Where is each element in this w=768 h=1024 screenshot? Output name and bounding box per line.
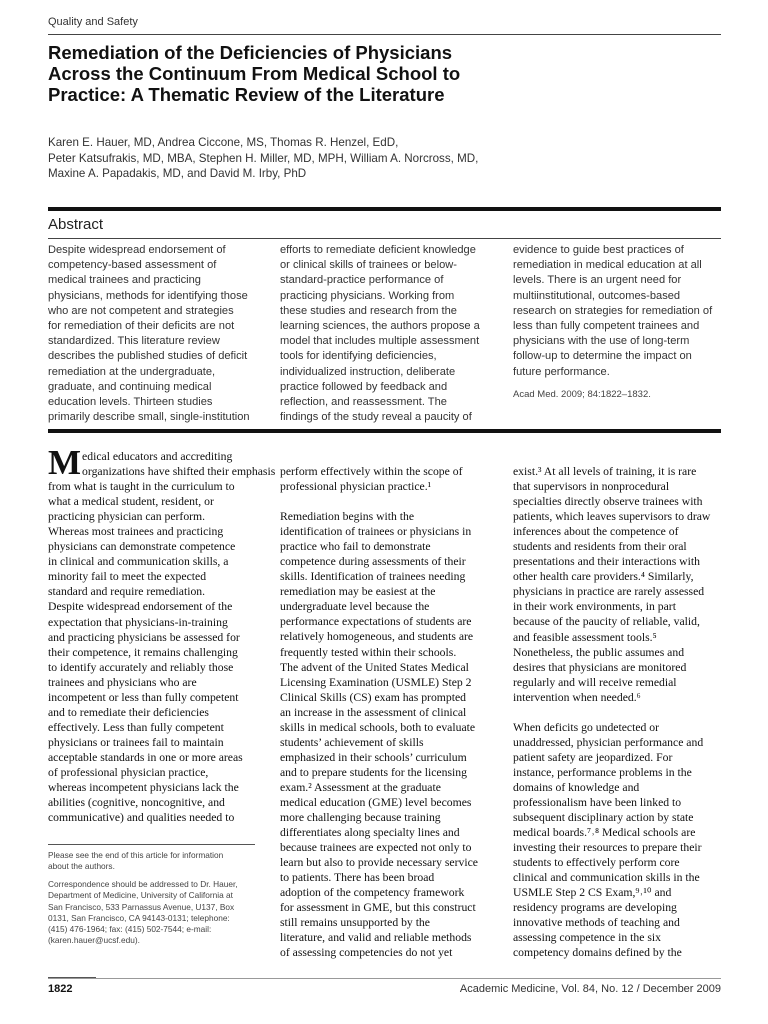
header-rule: [48, 34, 721, 35]
body-text-line: literature, and valid and reliable methods: [280, 931, 472, 945]
abstract-text-line: reflection, and reassessment. The: [280, 396, 447, 409]
body-text-line: from what is taught in the curriculum to: [48, 480, 235, 494]
body-text-line: remediation may be easiest at the: [280, 585, 436, 599]
abstract-text-line: practicing physicians. Working from: [280, 289, 455, 302]
abstract-text-line: practice followed by feedback and: [280, 380, 448, 393]
body-text-line: practicing physician can perform.: [48, 510, 206, 524]
body-text-line: and feasible assessment tools.⁵: [513, 630, 657, 644]
abstract-text-line: research on strategies for remediation of: [513, 304, 713, 317]
body-column-3: [513, 464, 728, 961]
body-text-line: of assessing competencies do not yet: [280, 946, 453, 960]
abstract-heading: Abstract: [48, 216, 104, 233]
body-text-line: Nonetheless, the public assumes and: [513, 645, 685, 659]
body-text-line: regularly and will receive remedial: [513, 675, 677, 689]
body-text-line: desires that physicians are monitored: [513, 660, 687, 674]
footnote-line: Correspondence should be addressed to Dr. Hauer,: [48, 879, 238, 889]
body-text-line: practice who fail to demonstrate: [280, 540, 431, 554]
body-text-line: perform effectively within the scope of: [280, 465, 463, 478]
abstract-text-line: competency-based assessment of: [48, 259, 217, 272]
section-label: Quality and Safety: [48, 16, 138, 28]
abstract-text-line: describes the published studies of deficit: [48, 350, 248, 363]
body-text-line: standard and require remediation.: [48, 585, 206, 599]
body-text-line: medical education (GME) level becomes: [280, 795, 472, 809]
footer-rule: [48, 978, 721, 979]
abstract-text-line: multiinstitutional, outcomes-based: [513, 289, 681, 302]
abstract-text-line: graduate, and continuing medical: [48, 380, 212, 393]
body-text-line: identification of trainees or physicians in: [280, 525, 472, 539]
abstract-column-2: [280, 243, 490, 425]
abstract-column-3: [513, 243, 723, 380]
body-text-line: organizations have shifted their emphasis: [82, 465, 276, 479]
body-text-line: domains of knowledge and: [513, 780, 640, 794]
abstract-text-line: remediation in medical education at all: [513, 259, 702, 272]
body-text-line: students to effectively perform core: [513, 856, 680, 870]
abstract-text-line: who are not competent and strategies: [48, 304, 234, 317]
body-text-line: acceptable standards in one or more areas: [48, 750, 243, 764]
body-text-line: performance expectations of students are: [280, 615, 472, 629]
body-text-line: innovative methods of teaching and: [513, 916, 680, 930]
body-text-line: skills in medical schools, both to evaluate: [280, 720, 476, 734]
body-text-line: and practicing physicians be assessed for: [48, 630, 240, 644]
body-text-line: their competence, it remains challenging: [48, 645, 238, 659]
body-text-line: still remains unsupported by the: [280, 916, 430, 930]
body-text-line: incompetent or less than fully competent: [48, 690, 239, 704]
footnote-line: San Francisco, 533 Parnassus Avenue, U137, Box: [48, 901, 235, 912]
abstract-text-line: education levels. Thirteen studies: [48, 396, 213, 409]
body-text-line: skills. Identification of trainees needing: [280, 570, 466, 584]
body-text-line: other health care providers.⁴ Similarly,: [513, 570, 694, 584]
abstract-text-line: evidence to guide best practices of: [513, 244, 684, 256]
body-text-line: medical boards.⁷˒⁸ Medical schools are: [513, 826, 696, 840]
body-text-line: more challenging because training: [280, 811, 441, 825]
body-text-line: subsequent disciplinary action by state: [513, 811, 694, 825]
body-text-line: specialties directly observe trainees with: [513, 495, 703, 509]
paragraph-break: [280, 494, 495, 509]
body-text-line: competence during assessments of their: [280, 555, 466, 569]
paragraph-break: [513, 705, 728, 720]
abstract-text-line: follow-up to determine the impact on: [513, 350, 692, 363]
body-text-line: emphasized in their schools’ curriculum: [280, 750, 467, 764]
abstract-text-line: these studies and research from the: [280, 304, 457, 317]
body-text-line: and to prepare students for the licensing: [280, 765, 467, 779]
abstract-text-line: model that includes multiple assessment: [280, 335, 480, 348]
body-text-line: minority fail to meet the expected: [48, 570, 207, 584]
abstract-text-line: standardized. This literature review: [48, 335, 220, 348]
body-text-line: relatively homogeneous, and students are: [280, 630, 474, 644]
abstract-text-line: remediation at the undergraduate,: [48, 365, 216, 378]
abstract-text-line: individualized instruction, deliberate: [280, 365, 456, 378]
abstract-bottom-rule: [48, 429, 721, 433]
footnote-link[interactable]: (karen.hauer@ucsf.edu).: [48, 935, 140, 946]
footnote-line: (415) 476-1964; fax: (415) 502-7544; e-mail:: [48, 924, 212, 935]
body-text-line: adoption of the competency framework: [280, 886, 465, 900]
body-text-line: patient safety are jeopardized. For: [513, 750, 673, 764]
body-text-line: Remediation begins with the: [280, 510, 415, 524]
abstract-text-line: medical trainees and practicing: [48, 274, 201, 287]
body-text-line: exist.³ At all levels of training, it is rare: [513, 465, 697, 478]
author-list: [48, 135, 648, 182]
body-text-line: because trainees are expected not only to: [280, 841, 472, 855]
author-line: Maxine A. Papadakis, MD, and David M. Irby, PhD: [48, 167, 307, 180]
footnote-line: Please see the end of this article for information: [48, 850, 224, 860]
body-text-line: competency domains defined by the: [513, 946, 682, 960]
article-title: Remediation of the Deficiencies of Physicians Across the Continuum From Medical School to Practice: A Thematic Review of the Literature: [48, 42, 461, 105]
abstract-text-line: physicians, methods for identifying those: [48, 289, 248, 302]
body-text-line: effectively. Less than fully competent: [48, 720, 224, 734]
body-text-line: Clinical Skills (CS) exam has prompted: [280, 690, 467, 704]
body-text-line: USMLE Step 2 CS Exam,⁹˒¹⁰ and: [513, 886, 672, 900]
body-text-line: When deficits go undetected or: [513, 720, 660, 734]
body-text-line: Despite widespread endorsement of the: [48, 600, 233, 614]
author-line: Peter Katsufrakis, MD, MBA, Stephen H. Miller, MD, MPH, William A. Norcross, MD,: [48, 151, 479, 165]
body-text-line: Whereas most trainees and practicing: [48, 525, 224, 539]
abstract-top-rule: [48, 207, 721, 211]
body-text-line: whereas incompetent physicians lack the: [48, 781, 239, 795]
body-text-line: instance, performance problems in the: [513, 765, 692, 779]
abstract-text-line: learning sciences, the authors propose a: [280, 320, 480, 333]
footnote-line: about the authors.: [48, 861, 115, 872]
body-text-line: unaddressed, physician performance and: [513, 735, 704, 749]
body-text-line: exam.² Assessment at the graduate: [280, 780, 441, 794]
body-text-line: physicians in practice are rarely assessed: [513, 585, 705, 599]
body-text-line: learn but also to provide necessary service: [280, 856, 478, 870]
body-text-line: in clinical and communication skills, a: [48, 555, 229, 569]
body-text-line: clinical and communication skills in the: [513, 871, 700, 885]
body-text-line: undergraduate level because the: [280, 600, 430, 614]
body-text-line: for assessment in GME, but this construct: [280, 901, 476, 915]
abstract-text-line: levels. There is an urgent need for: [513, 274, 682, 287]
body-text-line: intervention when needed.⁶: [513, 690, 641, 704]
abstract-text-line: efforts to remediate deficient knowledge: [280, 244, 476, 256]
body-text-line: inferences about the competence of: [513, 525, 679, 539]
abstract-text-line: for remediation of their deficits are not: [48, 320, 235, 333]
abstract-text-line: Despite widespread endorsement of: [48, 244, 226, 256]
body-text-line: frequently tested within their schools.: [280, 645, 457, 659]
drop-cap: M: [48, 443, 82, 482]
body-text-line: presentations and their interactions with: [513, 555, 700, 569]
footnote-rule: [48, 844, 255, 845]
body-text-line: and to remediate their deficiencies: [48, 705, 209, 719]
footnote-authors: [48, 850, 268, 873]
body-text-line: edical educators and accrediting: [82, 450, 233, 463]
body-text-line: expectation that physicians-in-training: [48, 615, 228, 629]
body-text-line: physicians or trainees fail to maintain: [48, 735, 224, 749]
abstract-text-line: physicians with the use of long-term: [513, 335, 690, 348]
abstract-column-1: [48, 243, 258, 425]
body-column-1: [48, 443, 276, 825]
footnote-line: Department of Medicine, University of California at: [48, 890, 233, 901]
body-text-line: patients, which leaves supervisors to draw: [513, 510, 711, 524]
body-text-line: students’ achievement of skills: [280, 735, 424, 749]
footnote-line: 0131, San Francisco, CA 94143-0131; telephone:: [48, 912, 230, 923]
body-text-line: trainees and physicians who are: [48, 675, 197, 689]
journal-info: Academic Medicine, Vol. 84, No. 12 / December 2009: [459, 983, 721, 995]
body-text-line: of professional physician practice,: [48, 765, 209, 779]
body-text-line: residency programs are developing: [513, 901, 677, 915]
body-text-line: The advent of the United States Medical: [280, 660, 469, 674]
body-text-line: to identify accurately and reliably those: [48, 660, 234, 674]
body-text-line: in their work environments, in part: [513, 600, 676, 614]
body-text-line: physicians can demonstrate competence: [48, 540, 236, 554]
body-text-line: students and residents from their oral: [513, 540, 687, 554]
body-text-line: communicative) and qualities needed to: [48, 811, 235, 825]
body-text-line: what a medical student, resident, or: [48, 495, 214, 509]
abstract-citation: Acad Med. 2009; 84:1822–1832.: [513, 389, 651, 400]
body-text-line: differentiates along specialty lines and: [280, 826, 460, 840]
footnote-correspondence: [48, 879, 268, 947]
abstract-text-line: less than fully competent trainees and: [513, 320, 700, 333]
abstract-text-line: future performance.: [513, 365, 610, 378]
abstract-heading-rule: [48, 238, 721, 239]
body-text-line: investing their resources to prepare their: [513, 841, 702, 855]
body-text-line: assessing competence in the six: [513, 931, 662, 945]
body-text-line: professional physician practice.¹: [280, 480, 432, 494]
body-text-line: to patients. There has been broad: [280, 871, 435, 885]
body-column-2: [280, 464, 495, 961]
body-text-line: an increase in the assessment of clinical: [280, 705, 467, 719]
body-text-line: that supervisors in nonprocedural: [513, 480, 670, 494]
abstract-text-line: or clinical skills of trainees or below-: [280, 259, 457, 272]
page-number-rule: [48, 977, 96, 978]
body-text-line: abilities (cognitive, noncognitive, and: [48, 796, 225, 810]
body-text-line: professionalism have been linked to: [513, 795, 682, 809]
abstract-text-line: primarily describe small, single-institution: [48, 411, 250, 424]
abstract-text-line: findings of the study reveal a paucity of: [280, 411, 472, 424]
abstract-text-line: standard-practice performance of: [280, 274, 444, 287]
body-text-line: because of the paucity of reliable, valid,: [513, 615, 700, 629]
body-text-line: Licensing Examination (USMLE) Step 2: [280, 675, 472, 689]
page-number: 1822: [48, 983, 73, 995]
author-line: Karen E. Hauer, MD, Andrea Ciccone, MS, Thomas R. Henzel, EdD,: [48, 136, 399, 149]
abstract-text-line: tools for identifying deficiencies,: [280, 350, 437, 363]
